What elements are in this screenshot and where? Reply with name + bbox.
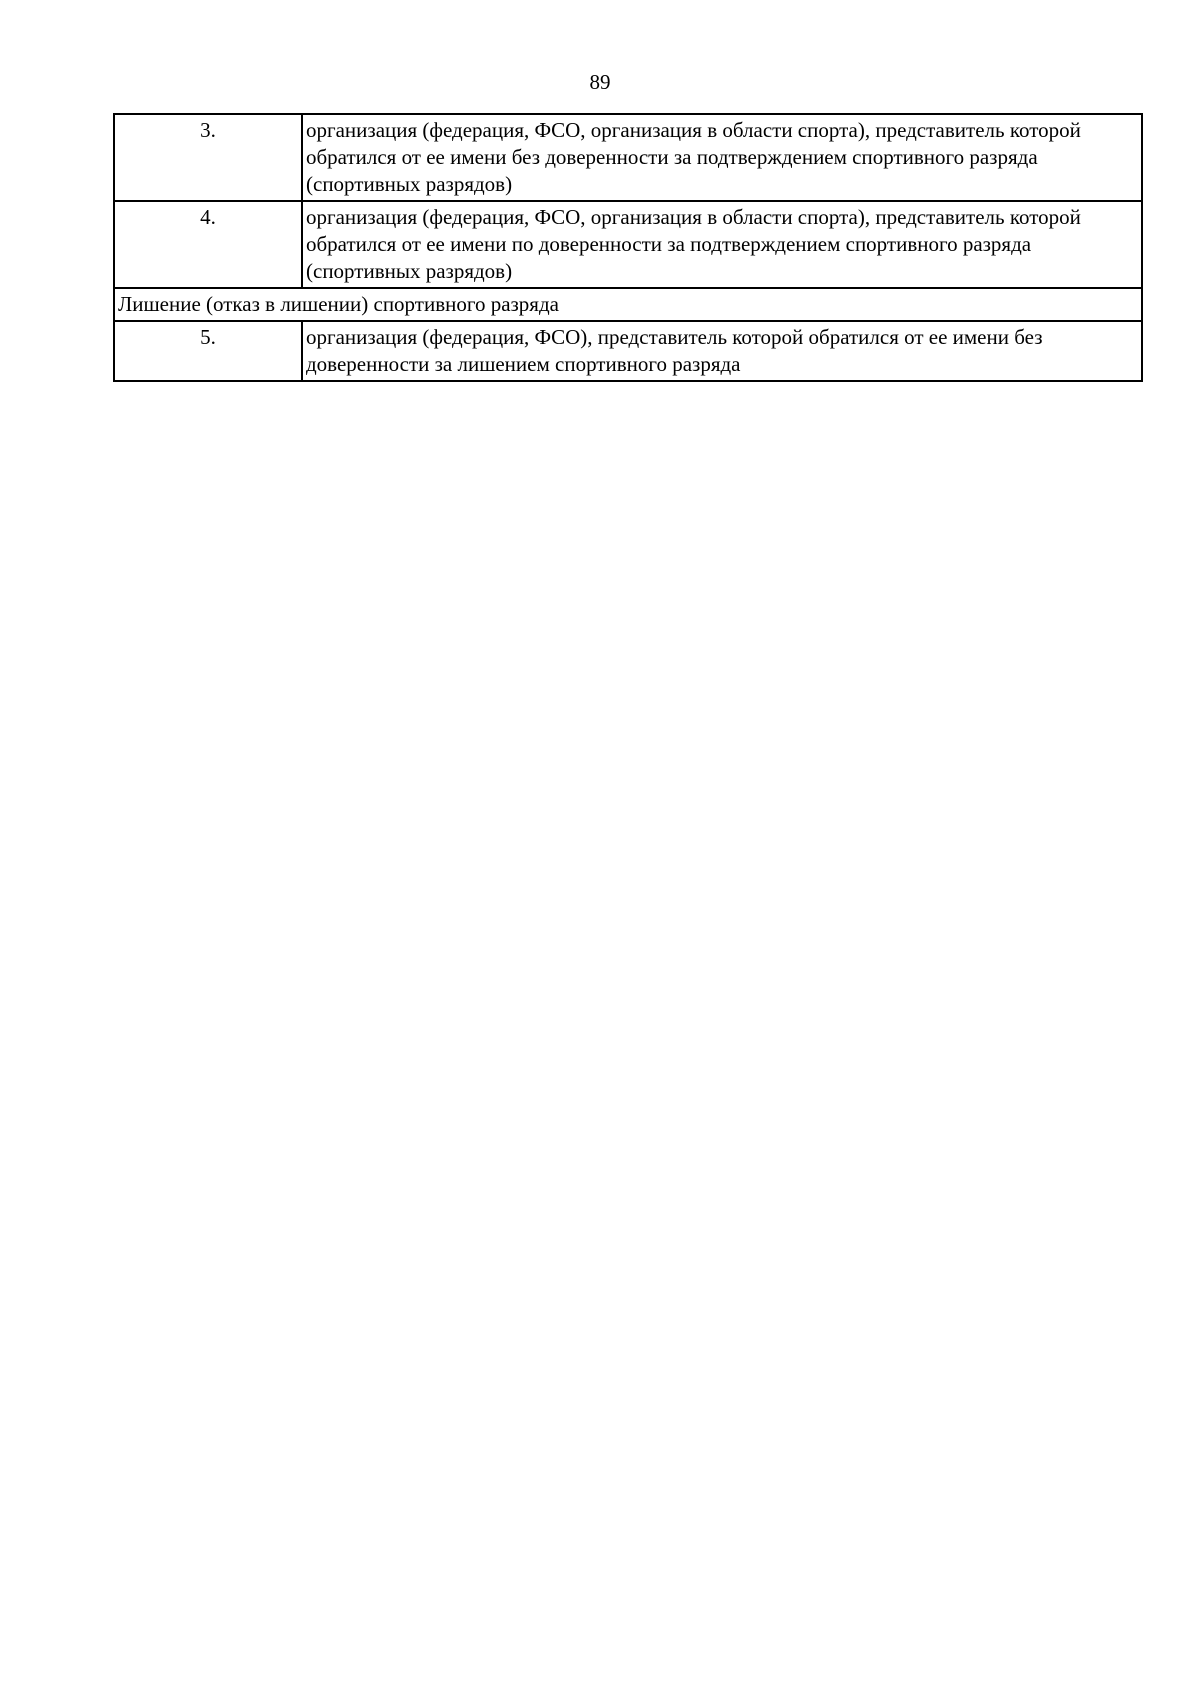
- section-row: [114, 288, 1142, 321]
- row-number: 5.: [114, 321, 302, 381]
- row-description: организация (федерация, ФСО, организация в области спорта), представитель которой обратился от ее имени по доверенности за подтверждением спортивного разряда (спортивных разрядов): [302, 201, 1142, 288]
- table-row: [114, 201, 1142, 288]
- section-heading: Лишение (отказ в лишении) спортивного разряда: [114, 288, 1142, 321]
- document-table: [113, 113, 1143, 382]
- table-row: [114, 321, 1142, 381]
- row-description: организация (федерация, ФСО, организация в области спорта), представитель которой обратился от ее имени без доверенности за подтверждением спортивного разряда (спортивных разрядов): [302, 114, 1142, 201]
- row-number: 4.: [114, 201, 302, 288]
- row-number: 3.: [114, 114, 302, 201]
- table-body: [114, 114, 1142, 381]
- row-description: организация (федерация, ФСО), представитель которой обратился от ее имени без доверенности за лишением спортивного разряда: [302, 321, 1142, 381]
- table-row: [114, 114, 1142, 201]
- page-number: 89: [589, 70, 611, 94]
